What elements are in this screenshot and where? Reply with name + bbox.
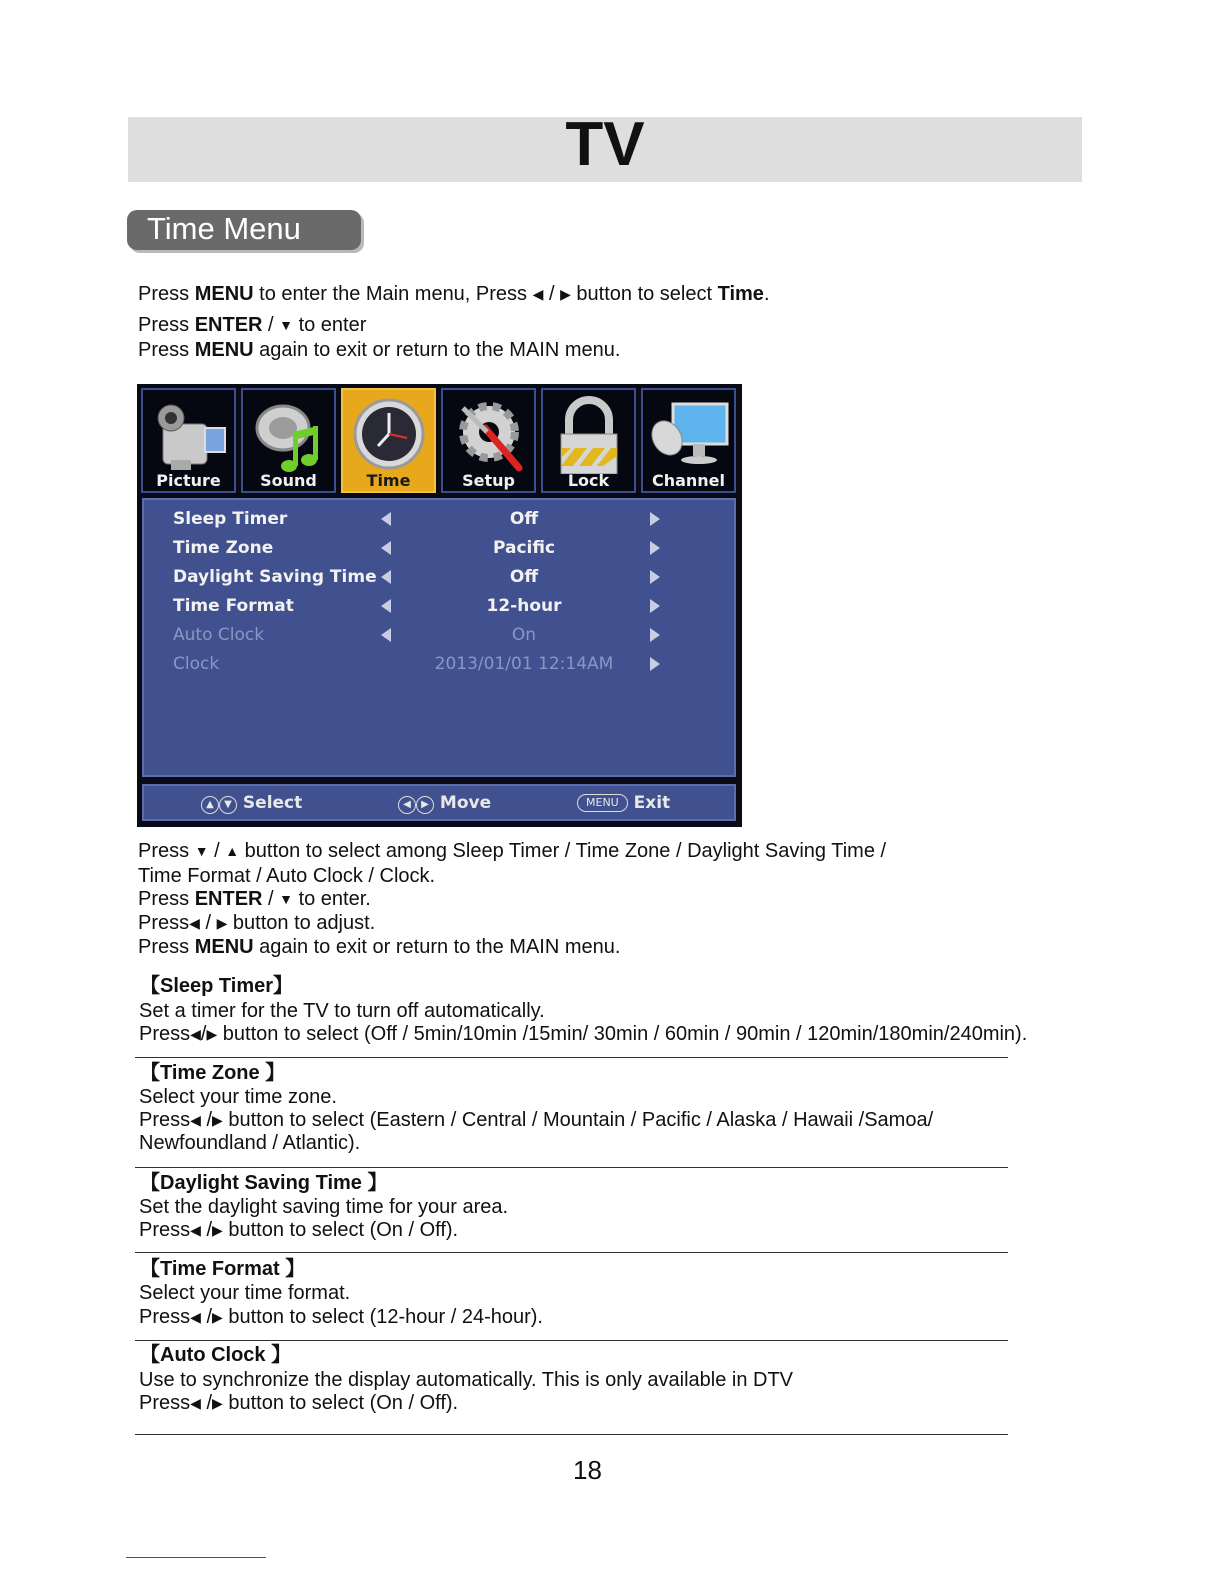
section-heading-auto-clock: 【Auto Clock 】 xyxy=(140,1344,292,1366)
right-arrow-icon: ▶ xyxy=(216,915,228,931)
gear-wrench-icon xyxy=(449,396,529,474)
menu-row-value: Off xyxy=(509,567,539,587)
menu-row-value: On xyxy=(511,625,537,645)
menu-row-value: 2013/01/01 12:14AM xyxy=(434,654,614,674)
intro-line-1: Press MENU to enter the Main menu, Press ◀ / ▶ button to select Time. xyxy=(138,283,770,305)
tab-lock[interactable] xyxy=(541,388,636,493)
left-arrow-icon[interactable] xyxy=(381,599,391,613)
left-arrow-icon: ◀ xyxy=(190,1395,201,1411)
right-arrow-icon: ▶ xyxy=(206,1026,218,1042)
divider xyxy=(135,1057,1008,1058)
right-arrow-icon: ▶ xyxy=(212,1309,223,1325)
header-bar xyxy=(128,110,1082,182)
intro-line-2: Press ENTER / ▼ to enter xyxy=(138,314,367,336)
menu-row-daylight-saving-time[interactable]: Daylight Saving Time Off xyxy=(144,564,734,592)
page-title: TV xyxy=(565,110,645,179)
right-arrow-icon: ▶ xyxy=(212,1112,223,1128)
tab-time[interactable] xyxy=(341,388,436,493)
padlock-icon xyxy=(549,396,629,474)
right-arrow-icon: ▶ xyxy=(212,1395,223,1411)
left-arrow-icon: ◀ xyxy=(190,1112,201,1128)
right-arrow-icon xyxy=(650,628,660,642)
left-arrow-icon[interactable] xyxy=(381,541,391,555)
tab-channel[interactable] xyxy=(641,388,736,493)
instruction-line-3: Press ENTER / ▼ to enter. xyxy=(138,888,371,910)
section-desc: Use to synchronize the display automatically. This is only available in DTV xyxy=(139,1369,794,1391)
menu-row-value: Off xyxy=(509,509,539,529)
left-arrow-icon: ◀ xyxy=(532,286,544,302)
tab-label: Time xyxy=(366,471,411,490)
divider xyxy=(135,1340,1008,1341)
right-arrow-icon[interactable] xyxy=(650,599,660,613)
down-arrow-icon: ▼ xyxy=(279,317,294,333)
tab-label: Channel xyxy=(651,471,726,490)
up-key-icon: ▲ xyxy=(201,796,219,814)
footer-rule xyxy=(126,1557,266,1558)
section-heading-time-format: 【Time Format 】 xyxy=(140,1258,306,1280)
camcorder-icon xyxy=(149,396,229,474)
section-desc: Set the daylight saving time for your area. xyxy=(139,1196,509,1218)
section-action: Press◀ /▶ button to select (12-hour / 24-hour). xyxy=(139,1306,543,1328)
intro-line-3: Press MENU again to exit or return to the MAIN menu. xyxy=(138,339,621,361)
right-arrow-icon: ▶ xyxy=(212,1222,223,1238)
section-tab xyxy=(127,210,361,250)
section-action: Press◀ /▶ button to select (On / Off). xyxy=(139,1219,459,1241)
right-arrow-icon xyxy=(650,657,660,671)
tab-label: Sound xyxy=(260,471,317,490)
right-arrow-icon[interactable] xyxy=(650,570,660,584)
left-arrow-icon: ◀ xyxy=(190,1026,201,1042)
left-arrow-icon[interactable] xyxy=(381,512,391,526)
menu-hint-bar xyxy=(142,784,736,821)
section-heading-daylight-saving: 【Daylight Saving Time 】 xyxy=(140,1172,388,1194)
left-arrow-icon: ◀ xyxy=(189,915,200,931)
section-title: Time Menu xyxy=(147,211,301,246)
satellite-monitor-icon xyxy=(649,396,729,474)
instruction-line-2: Time Format / Auto Clock / Clock. xyxy=(138,865,436,887)
section-action: Press◀ /▶ button to select (On / Off). xyxy=(139,1392,459,1414)
left-arrow-icon: ◀ xyxy=(190,1222,201,1238)
right-arrow-icon: ▶ xyxy=(560,286,571,302)
menu-key-icon: MENU xyxy=(577,794,628,812)
divider xyxy=(135,1167,1008,1168)
right-key-icon: ▶ xyxy=(416,796,434,814)
menu-row-value: 12-hour xyxy=(486,596,562,616)
clock-icon xyxy=(349,396,429,474)
page-number: 18 xyxy=(573,1455,602,1485)
left-key-icon: ◀ xyxy=(398,796,416,814)
menu-row-auto-clock: Auto Clock On xyxy=(144,622,734,650)
left-arrow-icon[interactable] xyxy=(381,570,391,584)
instruction-line-4: Press◀ / ▶ button to adjust. xyxy=(138,912,376,934)
down-key-icon: ▼ xyxy=(219,796,237,814)
instruction-line-1: Press ▼ / ▲ button to select among Sleep Timer / Time Zone / Daylight Saving Time / xyxy=(138,840,887,862)
tv-menu-screenshot xyxy=(137,384,742,827)
section-desc: Select your time format. xyxy=(139,1282,351,1304)
left-arrow-icon xyxy=(381,628,391,642)
left-arrow-icon: ◀ xyxy=(190,1309,201,1325)
menu-row-time-zone[interactable]: Time Zone Pacific xyxy=(144,535,734,563)
menu-row-time-format[interactable]: Time Format 12-hour xyxy=(144,593,734,621)
hint-move: ◀ ▶ Move xyxy=(398,793,491,814)
menu-row-value: Pacific xyxy=(492,538,556,558)
tab-sound[interactable] xyxy=(241,388,336,493)
tab-picture[interactable] xyxy=(141,388,236,493)
down-arrow-icon: ▼ xyxy=(194,843,209,859)
right-arrow-icon[interactable] xyxy=(650,541,660,555)
down-arrow-icon: ▼ xyxy=(279,891,294,907)
divider xyxy=(135,1434,1008,1435)
divider xyxy=(135,1252,1008,1253)
hint-select: ▲ ▼ Select xyxy=(201,793,302,814)
speaker-music-icon xyxy=(249,396,329,474)
tab-label: Lock xyxy=(567,471,610,490)
tab-label: Setup xyxy=(462,471,515,490)
menu-panel xyxy=(142,498,736,777)
section-heading-sleep-timer: 【Sleep Timer】 xyxy=(140,975,294,997)
section-action-cont: Newfoundland / Atlantic). xyxy=(139,1132,361,1154)
instruction-line-5: Press MENU again to exit or return to the MAIN menu. xyxy=(138,936,621,958)
right-arrow-icon[interactable] xyxy=(650,512,660,526)
menu-row-clock: Clock 2013/01/01 12:14AM xyxy=(144,651,734,679)
section-desc: Select your time zone. xyxy=(139,1086,337,1108)
up-arrow-icon: ▲ xyxy=(225,843,240,859)
section-desc: Set a timer for the TV to turn off automatically. xyxy=(139,1000,545,1022)
hint-exit: MENU Exit xyxy=(577,793,670,813)
section-heading-time-zone: 【Time Zone 】 xyxy=(140,1062,286,1084)
menu-row-sleep-timer[interactable]: Sleep Timer Off xyxy=(144,506,734,534)
tab-label: Picture xyxy=(156,471,221,490)
section-action: Press◀/▶ button to select (Off / 5min/10min /15min/ 30min / 60min / 90min / 120min/180min/240min). xyxy=(139,1023,1028,1045)
section-action: Press◀ /▶ button to select (Eastern / Central / Mountain / Pacific / Alaska / Hawaii /Samoa/ xyxy=(139,1109,934,1131)
tab-setup[interactable] xyxy=(441,388,536,493)
